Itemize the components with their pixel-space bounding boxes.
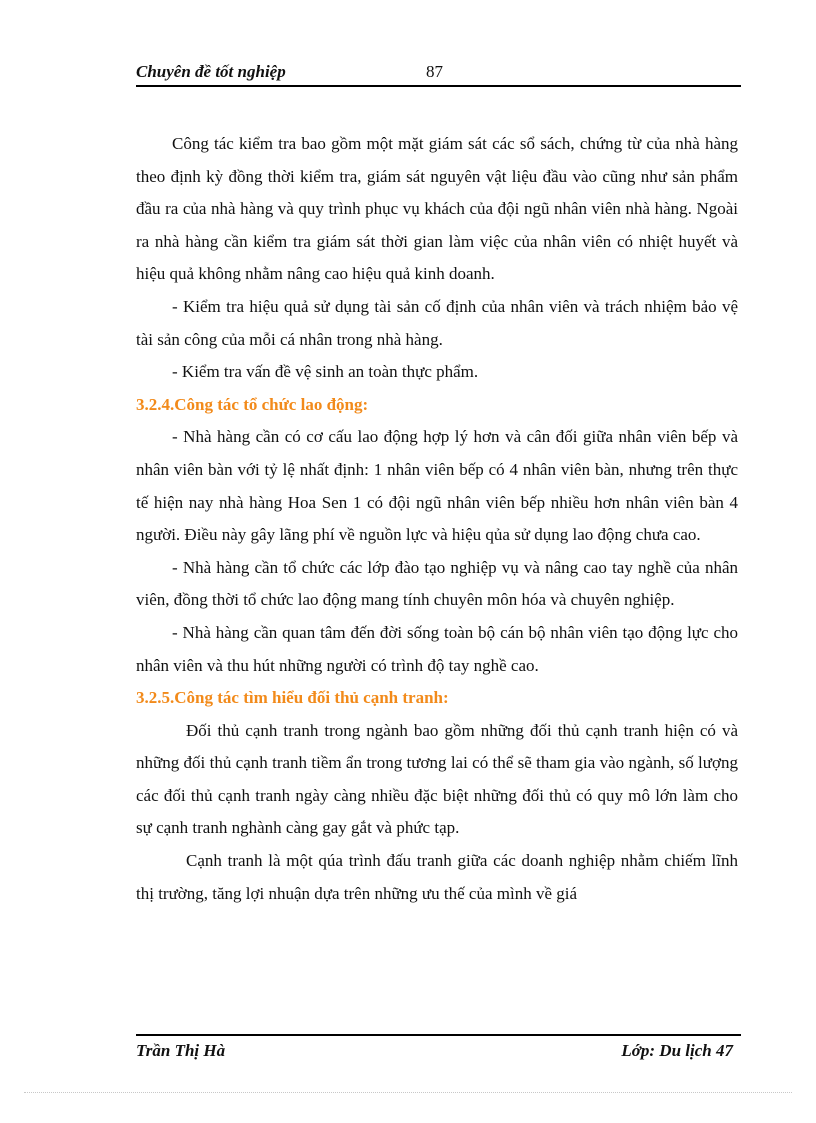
bullet-paragraph: - Kiểm tra vấn đề vệ sinh an toàn thực phẩm. <box>172 362 479 382</box>
page-edge-dotted-line <box>24 1092 792 1093</box>
footer-class: Lớp: Du lịch 47 <box>621 1041 733 1060</box>
paragraph: Công tác kiểm tra bao gồm một mặt giám sát các sổ sách, chứng từ của nhà hàng theo định kỳ đồng thời kiểm tra, giám sát nguyên vật liệu đầu vào cũng như sản phẩm đầu ra của nhà hàng và quy trình phục vụ khách của đội ngũ nhân viên nhà hàng. Ngoài ra nhà hàng cần kiểm tra giám sát thời gian làm việc của nhân viên có nhiệt huyết và hiệu quả không nhằm nâng cao hiệu quả kinh doanh. <box>136 134 738 284</box>
bullet-paragraph: - Nhà hàng cần có cơ cấu lao động hợp lý hơn và cân đối giữa nhân viên bếp và nhân viên bàn với tỷ lệ nhất định: 1 nhân viên bếp có 4 nhân viên bàn, nhưng trên thực tế hiện nay nhà hàng Hoa Sen 1 có đội ngũ nhân viên bếp nhiều hơn nhân viên bàn 4 người. Điều này gây lãng phí về nguồn lực và hiệu qủa sử dụng lao động chưa cao. <box>136 427 738 545</box>
section-heading: 3.2.5.Công tác tìm hiểu đối thủ cạnh tranh: <box>136 688 449 708</box>
section-heading: 3.2.4.Công tác tổ chức lao động: <box>136 394 369 414</box>
footer-author: Trần Thị Hà <box>136 1041 226 1060</box>
document-body <box>136 128 738 910</box>
bullet-paragraph: - Kiểm tra hiệu quả sử dụng tài sản cố định của nhân viên và trách nhiệm bảo vệ tài sản công của mỗi cá nhân trong nhà hàng. <box>136 296 738 349</box>
paragraph: Cạnh tranh là một qúa trình đấu tranh giữa các doanh nghiệp nhằm chiếm lĩnh thị trường, tăng lợi nhuận dựa trên những ưu thế của mình về giá <box>136 851 738 903</box>
header-title: Chuyên đề tốt nghiệp <box>136 62 286 81</box>
bullet-paragraph: - Nhà hàng cần quan tâm đến đời sống toàn bộ cán bộ nhân viên tạo động lực cho nhân viên và thu hút những người có trình độ tay nghề cao. <box>136 622 738 675</box>
paragraph: Đối thủ cạnh tranh trong ngành bao gồm những đối thủ cạnh tranh hiện có và những đối thủ cạnh tranh tiềm ẩn trong tương lai có thể sẽ tham gia vào ngành, số lượng các đối thủ cạnh tranh ngày càng nhiều đặc biệt những đối thủ có quy mô lớn làm cho sự cạnh tranh nghành càng gay gắt và phức tạp. <box>136 720 738 838</box>
header-divider <box>136 85 741 87</box>
page-header <box>136 60 741 86</box>
footer-divider <box>136 1034 741 1036</box>
bullet-paragraph: - Nhà hàng cần tổ chức các lớp đào tạo nghiệp vụ và nâng cao tay nghề của nhân viên, đồng thời tổ chức lao động mang tính chuyên môn hóa và chuyên nghiệp. <box>136 557 738 610</box>
page-number: 87 <box>426 62 443 81</box>
page-footer <box>136 1041 741 1067</box>
